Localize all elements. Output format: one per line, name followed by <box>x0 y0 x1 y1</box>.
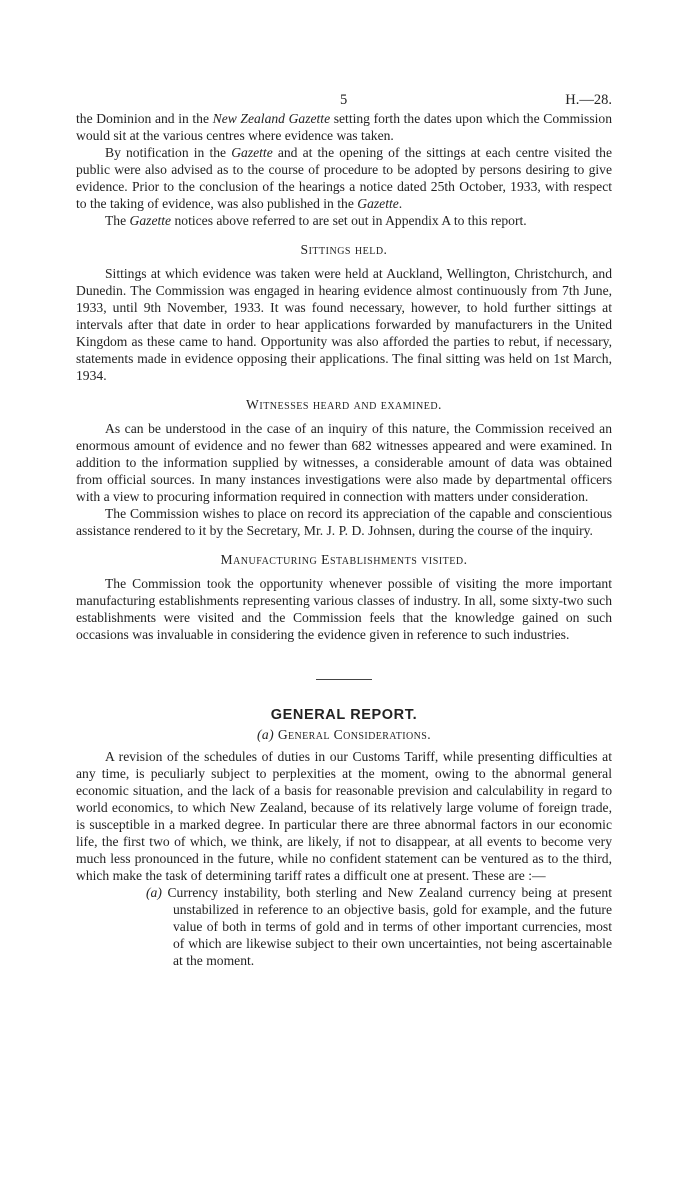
section-heading-manufacturing: Manufacturing Establishments visited. <box>220 552 468 567</box>
list-marker: (a) <box>146 885 162 900</box>
list-item-currency-instability: (a) Currency instability, both sterling and New Zealand currency being at present unstabilized in reference to an objective basis, gold for example, and the future value of both in terms of gold and in terms of other important currencies, most of which are likewise subject to their own uncertainties, not being ascertainable at the moment. <box>146 885 612 968</box>
paragraph-appendix-reference: The Gazette notices above referred to are set out in Appendix A to this report. <box>105 213 527 228</box>
gazette-title: New Zealand Gazette <box>212 111 331 126</box>
gazette-word: Gazette <box>129 213 172 228</box>
paragraph-appreciation: The Commission wishes to place on record its appreciation of the capable and conscientious assistance rendered to it by the Secretary, Mr. J. P. D. Johnsen, during the course of the inquiry. <box>76 506 612 538</box>
paragraph-witnesses: As can be understood in the case of an inquiry of this nature, the Commission received an enormous amount of evidence and no fewer than 682 witnesses appeared and were examined. In addition to the information supplied by witnesses, a considerable amount of data was obtained from official sources. In many instances investigations were also made by departmental officers with a view to procuring information required in connection with matters under consideration. <box>76 421 612 504</box>
paragraph-manufacturing: The Commission took the opportunity whenever possible of visiting the more important manufacturing establishments representing various classes of industry. In all, some sixty-two such establishments were visited and the Commission feels that the knowledge gained on such occasions was invaluable in considering the evidence given in reference to such industries. <box>76 576 612 642</box>
page-number: 5 <box>340 92 348 108</box>
section-heading-sittings: Sittings held. <box>300 242 388 257</box>
section-heading-witnesses: Witnesses heard and examined. <box>246 397 442 412</box>
paragraph-sittings: Sittings at which evidence was taken were held at Auckland, Wellington, Christchurch, and Dunedin. The Commission was engaged in hearing evidence almost continuously from 7th June, 1933, until 9th November, 1933. It was found necessary, however, to hold further sittings at intervals after that date in order to hear applications forwarded by manufacturers in the United Kingdom as these came to hand. Opportunity was also afforded the parties to rebut, if necessary, statements made in evidence opposing their applications. The final sitting was held on 1st March, 1934. <box>76 266 612 383</box>
gazette-word: Gazette <box>357 196 399 211</box>
paragraph-gazette-notice: the Dominion and in the New Zealand Gazette setting forth the dates upon which the Commission would sit at the various centres where evidence was taken. <box>76 111 612 143</box>
body-text <box>76 110 612 969</box>
paragraph-general-considerations: A revision of the schedules of duties in our Customs Tariff, while presenting difficulties at any time, is peculiarly subject to perplexities at the moment, owing to the abnormal general economic situation, and the lack of a basis for reasonable prevision and calculability in regard to world economics, to which New Zealand, because of its relatively large volume of foreign trade, is susceptible in a marked degree. In particular there are three abnormal factors in our economic life, the first two of which, we think, are likely, if not to disappear, at all events to become very much less pronounced in the future, while no confident statement can be ventured as to the third, which make the task of determining tariff rates a difficult one at present. These are :— <box>76 749 612 883</box>
gazette-word: Gazette <box>231 145 273 160</box>
paragraph-notification: By notification in the Gazette and at the opening of the sittings at each centre visited the public were also advised as to the course of procedure to be adopted by persons desiring to give evidence. Prior to the conclusion of the hearings a notice dated 25th October, 1933, with respect to the taking of evidence, was also published in the Gazette. <box>76 145 612 211</box>
general-report-title: GENERAL REPORT. <box>270 707 418 723</box>
section-divider <box>316 679 372 680</box>
document-reference: H.—28. <box>565 92 612 108</box>
general-considerations-heading: (a) General Considerations. <box>256 727 432 742</box>
page-header <box>0 92 700 110</box>
